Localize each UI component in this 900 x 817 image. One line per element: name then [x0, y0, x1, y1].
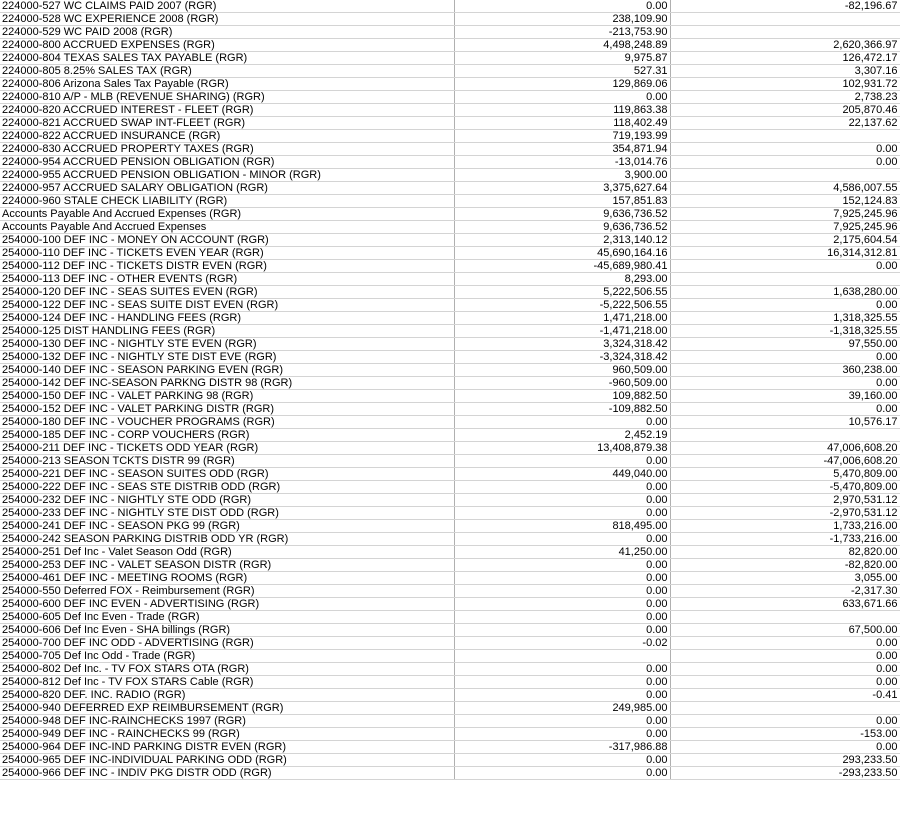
table-row — [0, 143, 900, 156]
amount-cell-col2[interactable]: -1,733,216.00 — [670, 533, 900, 546]
account-cell[interactable]: 224000-806 Arizona Sales Tax Payable (RGR) — [0, 78, 454, 91]
account-cell[interactable]: 254000-222 DEF INC - SEAS STE DISTRIB ODD (RGR) — [0, 481, 454, 494]
account-cell[interactable]: 254000-100 DEF INC - MONEY ON ACCOUNT (RGR) — [0, 234, 454, 247]
amount-cell-col2[interactable]: 7,925,245.96 — [670, 221, 900, 234]
account-cell[interactable]: 254000-125 DIST HANDLING FEES (RGR) — [0, 325, 454, 338]
table-row — [0, 65, 900, 78]
amount-cell-col1[interactable]: 818,495.00 — [454, 520, 670, 533]
amount-cell-col2[interactable]: -2,970,531.12 — [670, 507, 900, 520]
table-row — [0, 351, 900, 364]
table-row — [0, 637, 900, 650]
table-row — [0, 494, 900, 507]
amount-cell-col2[interactable]: 2,620,366.97 — [670, 39, 900, 52]
amount-cell-col1[interactable]: -960,509.00 — [454, 377, 670, 390]
account-cell[interactable]: 254000-211 DEF INC - TICKETS ODD YEAR (RGR) — [0, 442, 454, 455]
table-row — [0, 39, 900, 52]
amount-cell-col2[interactable]: 3,307.16 — [670, 65, 900, 78]
amount-cell-col2[interactable]: 2,970,531.12 — [670, 494, 900, 507]
amount-cell-col1[interactable]: 719,193.99 — [454, 130, 670, 143]
account-cell[interactable]: 254000-110 DEF INC - TICKETS EVEN YEAR (RGR) — [0, 247, 454, 260]
account-cell[interactable]: Accounts Payable And Accrued Expenses — [0, 221, 454, 234]
account-cell[interactable]: 254000-232 DEF INC - NIGHTLY STE ODD (RGR) — [0, 494, 454, 507]
amount-cell-col1[interactable]: 0.00 — [454, 0, 670, 13]
amount-cell-col1[interactable]: 0.00 — [454, 585, 670, 598]
account-cell[interactable]: 254000-221 DEF INC - SEASON SUITES ODD (RGR) — [0, 468, 454, 481]
amount-cell-col1[interactable]: 119,863.38 — [454, 104, 670, 117]
amount-cell-col1[interactable]: 0.00 — [454, 507, 670, 520]
amount-cell-col1[interactable]: -3,324,318.42 — [454, 351, 670, 364]
table-row — [0, 273, 900, 286]
amount-cell-col2[interactable]: 0.00 — [670, 156, 900, 169]
account-cell[interactable]: 224000-810 A/P - MLB (REVENUE SHARING) (RGR) — [0, 91, 454, 104]
account-cell[interactable]: 254000-605 Def Inc Even - Trade (RGR) — [0, 611, 454, 624]
amount-cell-col2[interactable]: 360,238.00 — [670, 364, 900, 377]
account-cell[interactable]: 254000-242 SEASON PARKING DISTRIB ODD YR (RGR) — [0, 533, 454, 546]
table-row — [0, 377, 900, 390]
table-row — [0, 299, 900, 312]
amount-cell-col2[interactable]: -47,006,608.20 — [670, 455, 900, 468]
amount-cell-col2[interactable]: -0.41 — [670, 689, 900, 702]
amount-cell-col2[interactable]: 3,055.00 — [670, 572, 900, 585]
table-row — [0, 221, 900, 234]
amount-cell-col2[interactable]: -293,233.50 — [670, 767, 900, 780]
table-row — [0, 520, 900, 533]
account-cell[interactable]: 254000-949 DEF INC - RAINCHECKS 99 (RGR) — [0, 728, 454, 741]
table-row — [0, 546, 900, 559]
amount-cell-col2[interactable]: 0.00 — [670, 663, 900, 676]
amount-cell-col1[interactable]: 41,250.00 — [454, 546, 670, 559]
amount-cell-col1[interactable]: 9,636,736.52 — [454, 208, 670, 221]
amount-cell-col1[interactable]: 238,109.90 — [454, 13, 670, 26]
account-cell[interactable]: 254000-600 DEF INC EVEN - ADVERTISING (RGR) — [0, 598, 454, 611]
amount-cell-col1[interactable]: 0.00 — [454, 676, 670, 689]
amount-cell-col2[interactable]: 7,925,245.96 — [670, 208, 900, 221]
table-row — [0, 481, 900, 494]
amount-cell-col2[interactable] — [670, 26, 900, 39]
table-row — [0, 403, 900, 416]
amount-cell-col1[interactable]: 449,040.00 — [454, 468, 670, 481]
table-row — [0, 663, 900, 676]
table-row — [0, 130, 900, 143]
amount-cell-col1[interactable]: 3,375,627.64 — [454, 182, 670, 195]
amount-cell-col1[interactable]: 249,985.00 — [454, 702, 670, 715]
amount-cell-col2[interactable]: 67,500.00 — [670, 624, 900, 637]
table-row — [0, 78, 900, 91]
table-row — [0, 91, 900, 104]
table-row — [0, 208, 900, 221]
amount-cell-col1[interactable]: 2,313,140.12 — [454, 234, 670, 247]
amount-cell-col1[interactable]: 129,869.06 — [454, 78, 670, 91]
account-cell[interactable]: 224000-821 ACCRUED SWAP INT-FLEET (RGR) — [0, 117, 454, 130]
table-row — [0, 728, 900, 741]
amount-cell-col1[interactable]: -13,014.76 — [454, 156, 670, 169]
amount-cell-col2[interactable]: 0.00 — [670, 741, 900, 754]
account-cell[interactable]: 224000-960 STALE CHECK LIABILITY (RGR) — [0, 195, 454, 208]
table-row — [0, 416, 900, 429]
account-cell[interactable]: 224000-529 WC PAID 2008 (RGR) — [0, 26, 454, 39]
table-row — [0, 754, 900, 767]
amount-cell-col1[interactable]: 8,293.00 — [454, 273, 670, 286]
amount-cell-col2[interactable]: 0.00 — [670, 351, 900, 364]
amount-cell-col2[interactable]: 2,175,604.54 — [670, 234, 900, 247]
amount-cell-col2[interactable] — [670, 273, 900, 286]
amount-cell-col2[interactable]: 0.00 — [670, 715, 900, 728]
amount-cell-col1[interactable]: 0.00 — [454, 559, 670, 572]
amount-cell-col2[interactable]: 293,233.50 — [670, 754, 900, 767]
account-cell[interactable]: 254000-241 DEF INC - SEASON PKG 99 (RGR) — [0, 520, 454, 533]
account-cell[interactable]: 224000-955 ACCRUED PENSION OBLIGATION - MINOR (RGR) — [0, 169, 454, 182]
amount-cell-col1[interactable]: 0.00 — [454, 715, 670, 728]
table-row — [0, 169, 900, 182]
account-cell[interactable]: 254000-253 DEF INC - VALET SEASON DISTR (RGR) — [0, 559, 454, 572]
amount-cell-col2[interactable]: 10,576.17 — [670, 416, 900, 429]
amount-cell-col2[interactable]: -82,820.00 — [670, 559, 900, 572]
amount-cell-col2[interactable]: 47,006,608.20 — [670, 442, 900, 455]
amount-cell-col1[interactable]: 0.00 — [454, 481, 670, 494]
amount-cell-col2[interactable]: 1,638,280.00 — [670, 286, 900, 299]
table-row — [0, 26, 900, 39]
amount-cell-col2[interactable]: -1,318,325.55 — [670, 325, 900, 338]
amount-cell-col1[interactable] — [454, 650, 670, 663]
account-cell[interactable]: 254000-948 DEF INC-RAINCHECKS 1997 (RGR) — [0, 715, 454, 728]
amount-cell-col1[interactable]: 0.00 — [454, 767, 670, 780]
amount-cell-col1[interactable]: -5,222,506.55 — [454, 299, 670, 312]
amount-cell-col1[interactable]: 960,509.00 — [454, 364, 670, 377]
table-row — [0, 156, 900, 169]
table-row — [0, 715, 900, 728]
amount-cell-col2[interactable]: 0.00 — [670, 650, 900, 663]
account-cell[interactable]: 254000-140 DEF INC - SEASON PARKING EVEN (RGR) — [0, 364, 454, 377]
account-cell[interactable]: 224000-957 ACCRUED SALARY OBLIGATION (RGR) — [0, 182, 454, 195]
amount-cell-col2[interactable]: -2,317.30 — [670, 585, 900, 598]
account-cell[interactable]: 254000-142 DEF INC-SEASON PARKNG DISTR 98 (RGR) — [0, 377, 454, 390]
account-cell[interactable]: 254000-606 Def Inc Even - SHA billings (RGR) — [0, 624, 454, 637]
amount-cell-col2[interactable] — [670, 429, 900, 442]
amount-cell-col1[interactable]: 0.00 — [454, 91, 670, 104]
table-row — [0, 338, 900, 351]
amount-cell-col1[interactable]: 0.00 — [454, 689, 670, 702]
account-cell[interactable]: 254000-820 DEF. INC. RADIO (RGR) — [0, 689, 454, 702]
amount-cell-col1[interactable]: 9,636,736.52 — [454, 221, 670, 234]
account-cell[interactable]: 254000-233 DEF INC - NIGHTLY STE DIST ODD (RGR) — [0, 507, 454, 520]
table-row — [0, 429, 900, 442]
table-row — [0, 104, 900, 117]
table-row — [0, 572, 900, 585]
account-cell[interactable]: 254000-150 DEF INC - VALET PARKING 98 (RGR) — [0, 390, 454, 403]
table-row — [0, 247, 900, 260]
amount-cell-col1[interactable]: 0.00 — [454, 455, 670, 468]
amount-cell-col1[interactable]: -45,689,980.41 — [454, 260, 670, 273]
amount-cell-col2[interactable]: 633,671.66 — [670, 598, 900, 611]
account-cell[interactable]: 224000-528 WC EXPERIENCE 2008 (RGR) — [0, 13, 454, 26]
amount-cell-col2[interactable]: 0.00 — [670, 377, 900, 390]
amount-cell-col1[interactable]: 9,975.87 — [454, 52, 670, 65]
amount-cell-col1[interactable]: 118,402.49 — [454, 117, 670, 130]
amount-cell-col1[interactable]: 3,324,318.42 — [454, 338, 670, 351]
account-cell[interactable]: 254000-700 DEF INC ODD - ADVERTISING (RGR) — [0, 637, 454, 650]
table-row — [0, 468, 900, 481]
account-cell[interactable]: 254000-802 Def Inc. - TV FOX STARS OTA (RGR) — [0, 663, 454, 676]
amount-cell-col1[interactable]: 1,471,218.00 — [454, 312, 670, 325]
table-row — [0, 689, 900, 702]
amount-cell-col2[interactable]: 16,314,312.81 — [670, 247, 900, 260]
amount-cell-col1[interactable]: 0.00 — [454, 416, 670, 429]
amount-cell-col2[interactable]: -82,196.67 — [670, 0, 900, 13]
table-row — [0, 117, 900, 130]
account-cell[interactable]: 254000-213 SEASON TCKTS DISTR 99 (RGR) — [0, 455, 454, 468]
amount-cell-col2[interactable]: 5,470,809.00 — [670, 468, 900, 481]
account-cell[interactable]: 224000-527 WC CLAIMS PAID 2007 (RGR) — [0, 0, 454, 13]
account-cell[interactable]: 254000-964 DEF INC-IND PARKING DISTR EVEN (RGR) — [0, 741, 454, 754]
amount-cell-col1[interactable]: 5,222,506.55 — [454, 286, 670, 299]
amount-cell-col2[interactable] — [670, 169, 900, 182]
amount-cell-col1[interactable]: 0.00 — [454, 728, 670, 741]
table-row — [0, 52, 900, 65]
amount-cell-col2[interactable]: 205,870.46 — [670, 104, 900, 117]
table-row — [0, 325, 900, 338]
table-row — [0, 260, 900, 273]
amount-cell-col2[interactable]: 2,738.23 — [670, 91, 900, 104]
account-cell[interactable]: 254000-122 DEF INC - SEAS SUITE DIST EVEN (RGR) — [0, 299, 454, 312]
amount-cell-col2[interactable]: 1,318,325.55 — [670, 312, 900, 325]
amount-cell-col1[interactable]: 13,408,879.38 — [454, 442, 670, 455]
account-cell[interactable]: 254000-550 Deferred FOX - Reimbursement (RGR) — [0, 585, 454, 598]
account-cell[interactable]: 254000-124 DEF INC - HANDLING FEES (RGR) — [0, 312, 454, 325]
table-row — [0, 442, 900, 455]
table-row — [0, 195, 900, 208]
account-cell[interactable]: 224000-954 ACCRUED PENSION OBLIGATION (RGR) — [0, 156, 454, 169]
account-cell[interactable]: 254000-966 DEF INC - INDIV PKG DISTR ODD (RGR) — [0, 767, 454, 780]
amount-cell-col1[interactable]: -213,753.90 — [454, 26, 670, 39]
amount-cell-col2[interactable]: 0.00 — [670, 143, 900, 156]
table-row — [0, 13, 900, 26]
amount-cell-col1[interactable]: 4,498,248.89 — [454, 39, 670, 52]
account-cell[interactable]: 254000-180 DEF INC - VOUCHER PROGRAMS (RGR) — [0, 416, 454, 429]
amount-cell-col2[interactable]: 0.00 — [670, 403, 900, 416]
account-cell[interactable]: 254000-965 DEF INC-INDIVIDUAL PARKING ODD (RGR) — [0, 754, 454, 767]
account-cell[interactable]: 254000-132 DEF INC - NIGHTLY STE DIST EVE (RGR) — [0, 351, 454, 364]
amount-cell-col2[interactable] — [670, 702, 900, 715]
table-row — [0, 0, 900, 13]
amount-cell-col1[interactable]: -317,986.88 — [454, 741, 670, 754]
amount-cell-col1[interactable]: 0.00 — [454, 754, 670, 767]
account-cell[interactable]: 224000-800 ACCRUED EXPENSES (RGR) — [0, 39, 454, 52]
amount-cell-col2[interactable]: 126,472.17 — [670, 52, 900, 65]
table-row — [0, 650, 900, 663]
account-cell[interactable]: 224000-830 ACCRUED PROPERTY TAXES (RGR) — [0, 143, 454, 156]
account-cell[interactable]: 254000-130 DEF INC - NIGHTLY STE EVEN (RGR) — [0, 338, 454, 351]
amount-cell-col1[interactable]: 0.00 — [454, 663, 670, 676]
amount-cell-col2[interactable]: 0.00 — [670, 299, 900, 312]
table-row — [0, 390, 900, 403]
amount-cell-col1[interactable]: 354,871.94 — [454, 143, 670, 156]
amount-cell-col2[interactable]: 97,550.00 — [670, 338, 900, 351]
account-cell[interactable]: 254000-113 DEF INC - OTHER EVENTS (RGR) — [0, 273, 454, 286]
table-row — [0, 286, 900, 299]
table-row — [0, 676, 900, 689]
table-row — [0, 455, 900, 468]
amount-cell-col2[interactable]: 22,137.62 — [670, 117, 900, 130]
table-row — [0, 533, 900, 546]
table-row — [0, 767, 900, 780]
amount-cell-col1[interactable]: 0.00 — [454, 598, 670, 611]
amount-cell-col2[interactable]: -153.00 — [670, 728, 900, 741]
amount-cell-col2[interactable]: 0.00 — [670, 260, 900, 273]
amount-cell-col2[interactable]: 0.00 — [670, 676, 900, 689]
table-row — [0, 507, 900, 520]
amount-cell-col1[interactable]: 2,452.19 — [454, 429, 670, 442]
account-cell[interactable]: 254000-251 Def Inc - Valet Season Odd (RGR) — [0, 546, 454, 559]
account-cell[interactable]: 254000-185 DEF INC - CORP VOUCHERS (RGR) — [0, 429, 454, 442]
amount-cell-col1[interactable]: 0.00 — [454, 611, 670, 624]
amount-cell-col2[interactable]: 0.00 — [670, 637, 900, 650]
amount-cell-col2[interactable] — [670, 130, 900, 143]
account-cell[interactable]: 224000-822 ACCRUED INSURANCE (RGR) — [0, 130, 454, 143]
amount-cell-col1[interactable]: 527.31 — [454, 65, 670, 78]
table-row — [0, 611, 900, 624]
amount-cell-col1[interactable]: 109,882.50 — [454, 390, 670, 403]
amount-cell-col1[interactable]: -1,471,218.00 — [454, 325, 670, 338]
account-cell[interactable]: 254000-940 DEFERRED EXP REIMBURSEMENT (RGR) — [0, 702, 454, 715]
account-cell[interactable]: 254000-812 Def Inc - TV FOX STARS Cable (RGR) — [0, 676, 454, 689]
amount-cell-col2[interactable] — [670, 611, 900, 624]
amount-cell-col1[interactable]: 0.00 — [454, 494, 670, 507]
table-row — [0, 741, 900, 754]
table-row — [0, 702, 900, 715]
amount-cell-col1[interactable]: -109,882.50 — [454, 403, 670, 416]
account-cell[interactable]: 254000-705 Def Inc Odd - Trade (RGR) — [0, 650, 454, 663]
amount-cell-col1[interactable]: 0.00 — [454, 533, 670, 546]
amount-cell-col2[interactable]: 102,931.72 — [670, 78, 900, 91]
account-cell[interactable]: 224000-804 TEXAS SALES TAX PAYABLE (RGR) — [0, 52, 454, 65]
table-row — [0, 559, 900, 572]
amount-cell-col2[interactable]: 4,586,007.55 — [670, 182, 900, 195]
amount-cell-col1[interactable]: 157,851.83 — [454, 195, 670, 208]
amount-cell-col2[interactable] — [670, 13, 900, 26]
table-row — [0, 598, 900, 611]
amount-cell-col1[interactable]: -0.02 — [454, 637, 670, 650]
amount-cell-col2[interactable]: 1,733,216.00 — [670, 520, 900, 533]
table-row — [0, 182, 900, 195]
table-row — [0, 585, 900, 598]
amount-cell-col2[interactable]: 82,820.00 — [670, 546, 900, 559]
amount-cell-col2[interactable]: -5,470,809.00 — [670, 481, 900, 494]
amount-cell-col1[interactable]: 0.00 — [454, 572, 670, 585]
amount-cell-col1[interactable]: 0.00 — [454, 624, 670, 637]
account-cell[interactable]: 224000-820 ACCRUED INTEREST - FLEET (RGR) — [0, 104, 454, 117]
account-cell[interactable]: 254000-120 DEF INC - SEAS SUITES EVEN (RGR) — [0, 286, 454, 299]
amount-cell-col2[interactable]: 152,124.83 — [670, 195, 900, 208]
table-row — [0, 312, 900, 325]
account-cell[interactable]: 254000-152 DEF INC - VALET PARKING DISTR (RGR) — [0, 403, 454, 416]
account-cell[interactable]: 254000-461 DEF INC - MEETING ROOMS (RGR) — [0, 572, 454, 585]
amount-cell-col1[interactable]: 3,900.00 — [454, 169, 670, 182]
table-row — [0, 234, 900, 247]
account-cell[interactable]: 224000-805 8.25% SALES TAX (RGR) — [0, 65, 454, 78]
account-cell[interactable]: 254000-112 DEF INC - TICKETS DISTR EVEN (RGR) — [0, 260, 454, 273]
amount-cell-col1[interactable]: 45,690,164.16 — [454, 247, 670, 260]
amount-cell-col2[interactable]: 39,160.00 — [670, 390, 900, 403]
account-cell[interactable]: Accounts Payable And Accrued Expenses (RGR) — [0, 208, 454, 221]
table-row — [0, 624, 900, 637]
table-row — [0, 364, 900, 377]
